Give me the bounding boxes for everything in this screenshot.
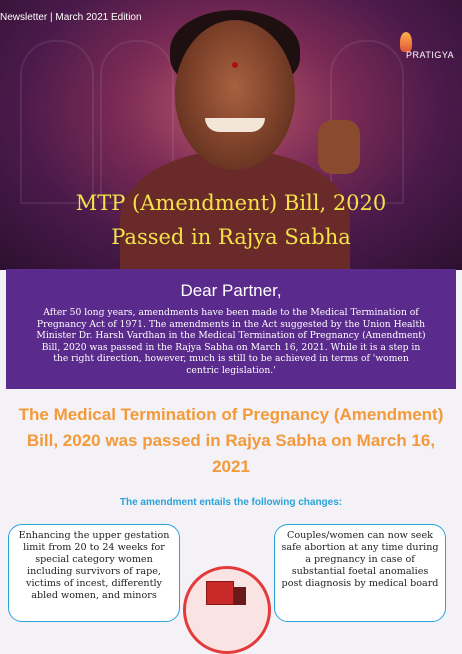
- flame-icon: [400, 32, 412, 52]
- hero-title-line2: Passed in Rajya Sabha: [111, 225, 351, 249]
- letter-body: After 50 long years, amendments have been made to the Medical Termination of Pregnancy Act of 1971. The amendments in the Act suggested by the Union Health Minister Dr. Harsh Vardhan in the Medical Termination of Pregnancy (Amendment) Bill, 2020 was passed in the Rajya Sabha on March 16, 2021. While it is a step in the right direction, however, much is still to be achieved in terms of 'women centric legislation.': [36, 307, 426, 376]
- hero-title-line1: MTP (Amendment) Bill, 2020: [75, 191, 387, 215]
- letter-band: [6, 269, 456, 389]
- greeting: Dear Partner,: [180, 281, 282, 300]
- edition-label: Newsletter | March 2021 Edition: [0, 12, 142, 23]
- bindi: [232, 62, 238, 68]
- change-card: Couples/women can now seek safe abortion at any time during a pregnancy in case of substantial foetal anomalies post diagnosis by medical board: [274, 524, 446, 622]
- logo-text: PRATIGYA: [406, 50, 455, 60]
- hero-banner: [0, 0, 462, 270]
- pratigya-logo: [396, 32, 458, 72]
- parliament-arch: [20, 40, 94, 204]
- changes-heading: The amendment entails the following changes:: [119, 497, 343, 508]
- hero-title: [0, 186, 462, 254]
- law-book-icon: [183, 566, 271, 654]
- woman-smile: [205, 118, 265, 132]
- headline: The Medical Termination of Pregnancy (Amendment) Bill, 2020 was passed in Rajya Sabha on March 16, 2021: [18, 405, 444, 476]
- book-shape: [206, 581, 234, 605]
- change-card: Enhancing the upper gestation limit from 20 to 24 weeks for special category women including survivors of rape, victims of incest, differently abled women, and minors: [8, 524, 180, 622]
- raised-fist: [318, 120, 360, 174]
- woman-face: [175, 20, 295, 170]
